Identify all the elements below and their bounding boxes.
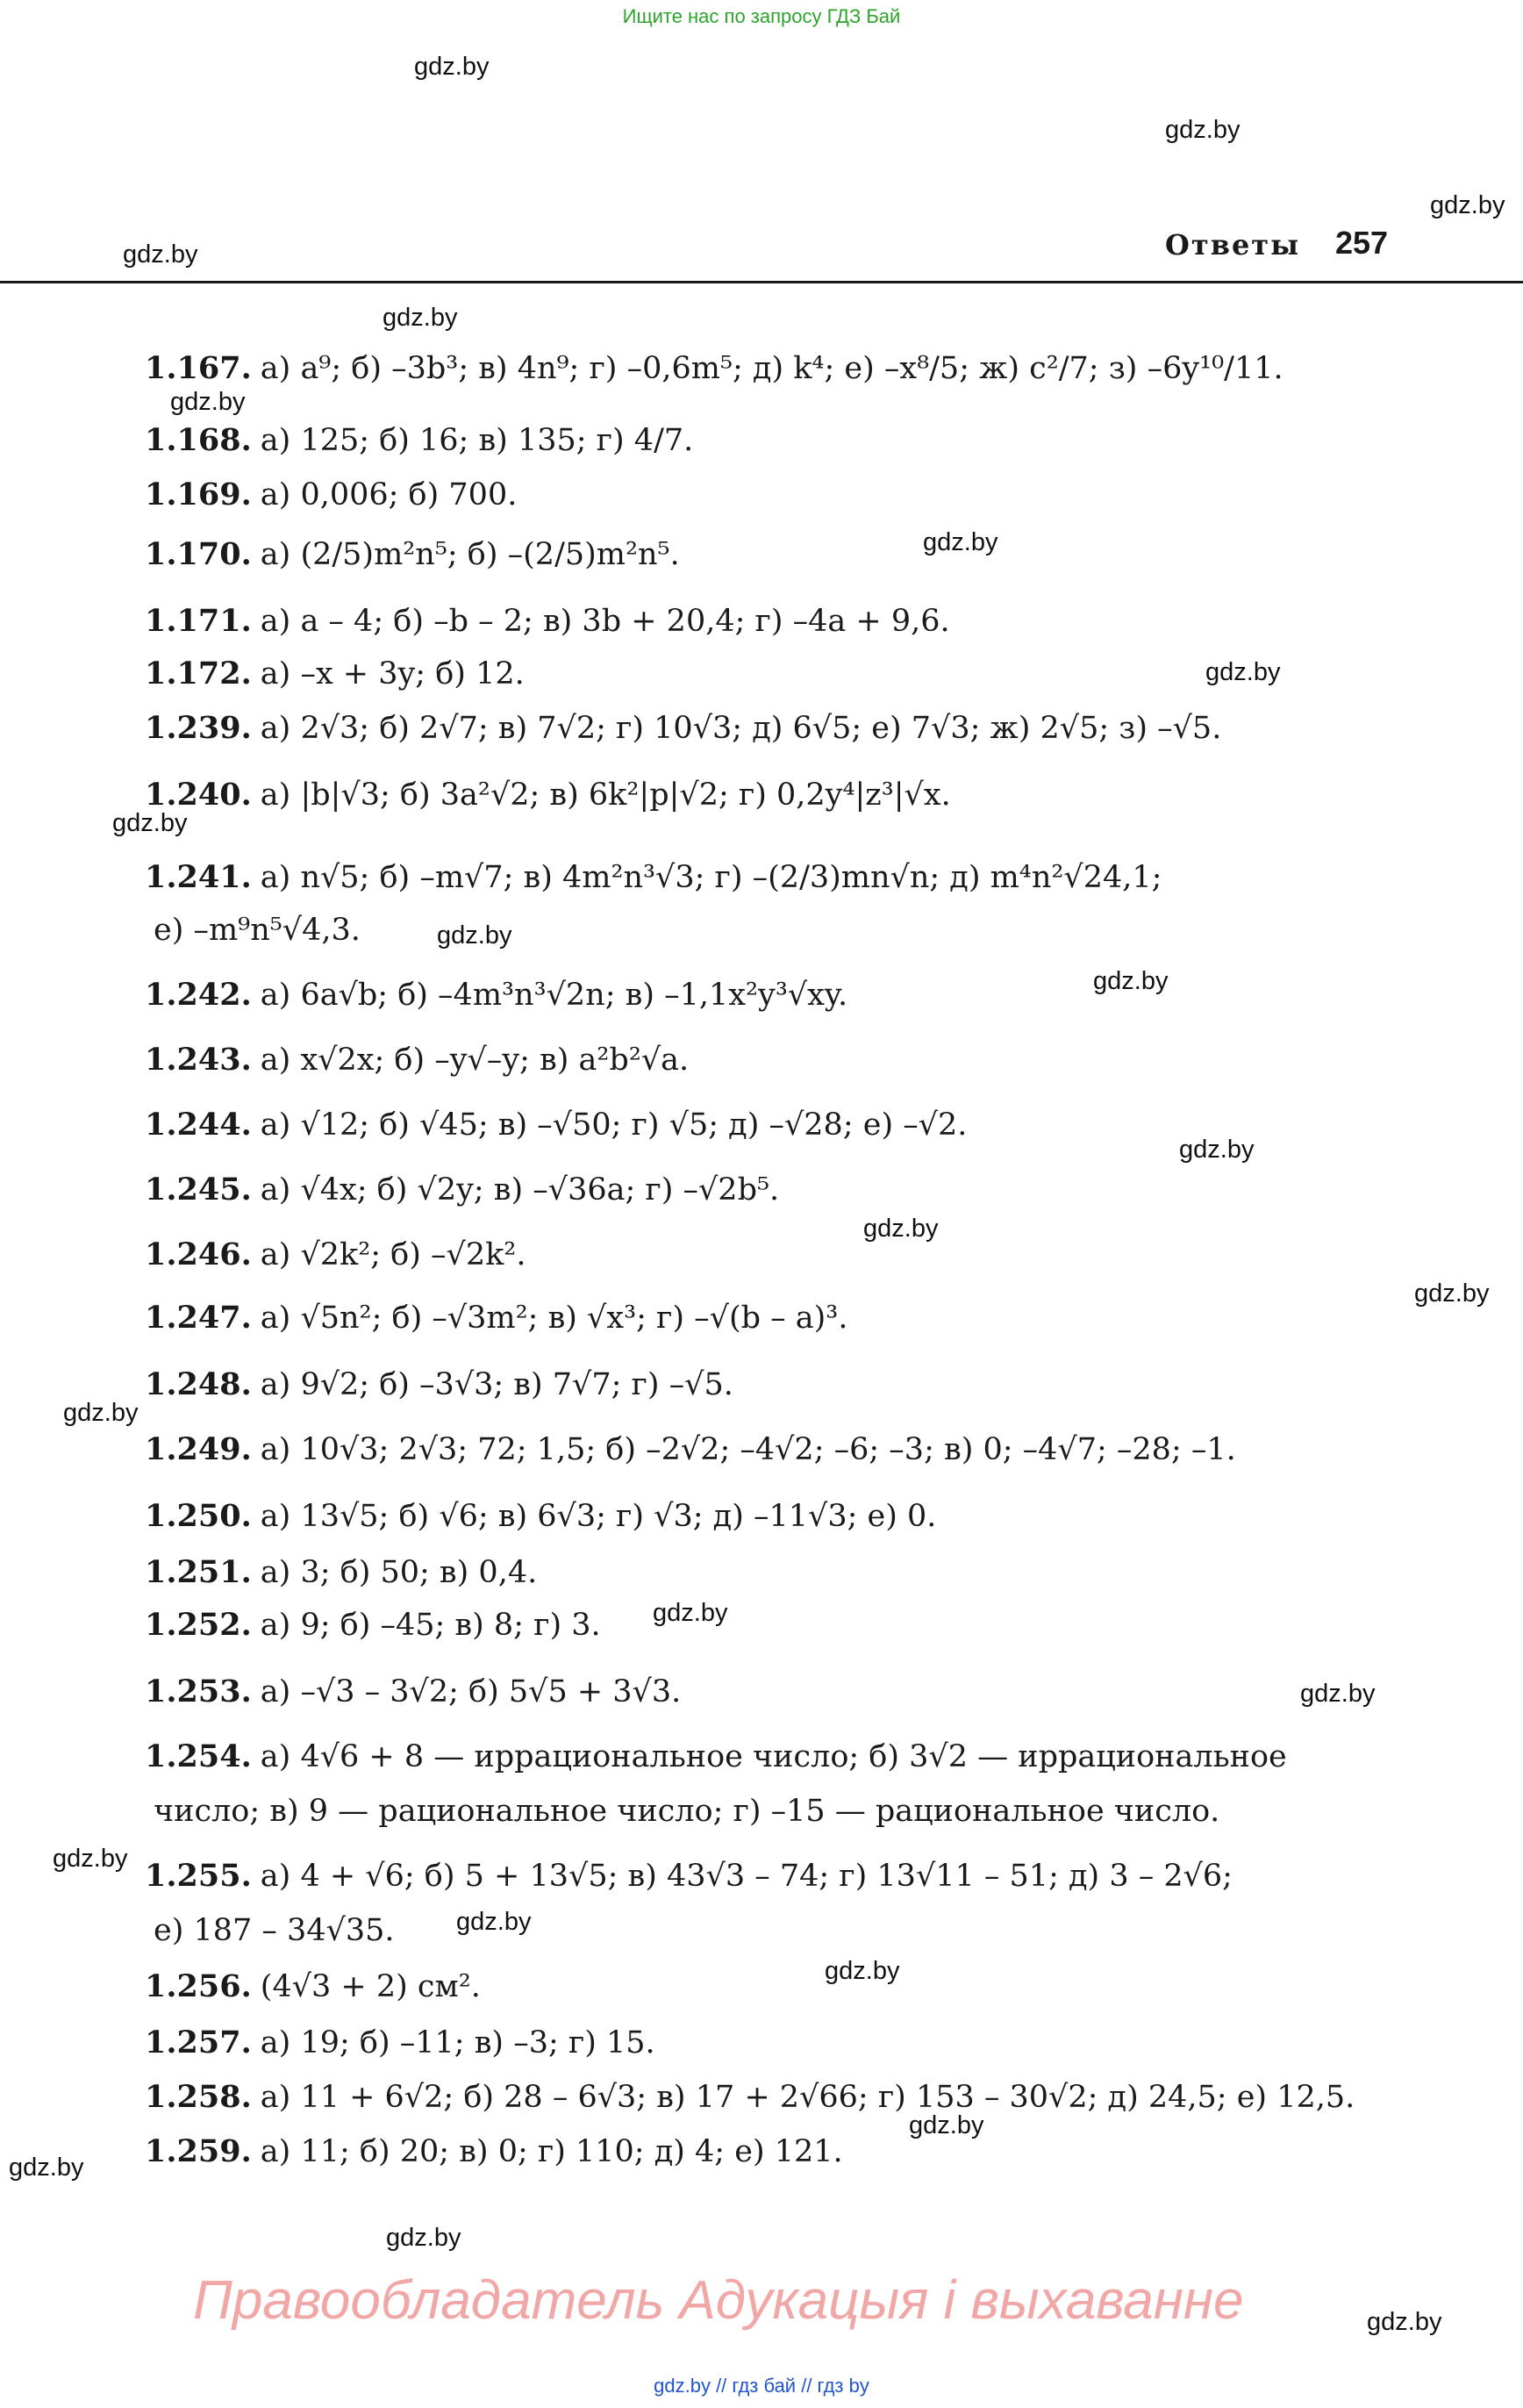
answer-number: 1.241. xyxy=(145,859,252,895)
answer-line xyxy=(145,656,1373,692)
watermark: gdz.by xyxy=(383,304,458,332)
answer-number: 1.172. xyxy=(145,656,252,692)
watermark: gdz.by xyxy=(1430,191,1505,219)
answer-line xyxy=(145,1913,1373,1948)
answer-line xyxy=(145,978,1373,1013)
answer-text: (4√3 + 2) см². xyxy=(260,1969,481,2004)
answer-number: 1.257. xyxy=(145,2025,252,2060)
watermark: gdz.by xyxy=(1093,967,1169,995)
watermark: gdz.by xyxy=(123,240,198,269)
answer-line xyxy=(145,860,1373,895)
watermark: gdz.by xyxy=(825,1957,900,1985)
answer-number: 1.168. xyxy=(145,422,252,458)
answer-text: а) 9; б) –45; в) 8; г) 3. xyxy=(260,1608,601,1643)
answer-number: 1.244. xyxy=(145,1107,252,1143)
answer-line xyxy=(145,1555,1373,1590)
answer-line xyxy=(145,423,1373,458)
answer-text: а) √2k²; б) –√2k². xyxy=(260,1237,526,1272)
answer-number: 1.254. xyxy=(145,1738,252,1774)
watermark: gdz.by xyxy=(863,1215,939,1243)
answer-number: 1.245. xyxy=(145,1172,252,1208)
answer-text: а) √4x; б) √2y; в) –√36a; г) –√2b⁵. xyxy=(260,1172,780,1208)
answer-number: 1.250. xyxy=(145,1498,252,1534)
section-title: Ответы xyxy=(1165,228,1301,262)
answer-text: а) 0,006; б) 700. xyxy=(260,477,518,512)
watermark: gdz.by xyxy=(1300,1680,1376,1708)
answer-text: а) 125; б) 16; в) 135; г) 4/7. xyxy=(260,423,694,458)
answer-line xyxy=(145,1432,1373,1467)
answer-text: а) |b|√3; б) 3a²√2; в) 6k²|p|√2; г) 0,2y⁴|z³|√x. xyxy=(260,778,951,813)
watermark: gdz.by xyxy=(437,921,512,950)
answer-text: число; в) 9 — рациональное число; г) –15 — рациональное число. xyxy=(154,1794,1220,1829)
watermark: gdz.by xyxy=(170,388,246,416)
answer-line xyxy=(145,2025,1373,2060)
watermark: gdz.by xyxy=(1414,1279,1490,1308)
answer-text: а) 10√3; 2√3; 72; 1,5; б) –2√2; –4√2; –6; –3; в) 0; –4√7; –28; –1. xyxy=(260,1432,1236,1467)
answer-line xyxy=(145,1301,1373,1336)
answer-number: 1.239. xyxy=(145,710,252,746)
watermark: gdz.by xyxy=(653,1599,728,1627)
answer-text: а) 4 + √6; б) 5 + 13√5; в) 43√3 – 74; г) 13√11 – 51; д) 3 – 2√6; xyxy=(260,1859,1233,1894)
watermark: gdz.by xyxy=(53,1845,128,1873)
answer-text: а) 2√3; б) 2√7; в) 7√2; г) 10√3; д) 6√5; е) 7√3; ж) 2√5; з) –√5. xyxy=(260,711,1222,746)
answer-line xyxy=(145,1499,1373,1534)
answer-line xyxy=(145,604,1373,639)
answer-number: 1.249. xyxy=(145,1431,252,1467)
answer-number: 1.248. xyxy=(145,1366,252,1402)
answer-line xyxy=(145,2134,1373,2169)
answer-number: 1.258. xyxy=(145,2079,252,2115)
answer-text: а) x√2x; б) –y√–y; в) a²b²√a. xyxy=(260,1043,690,1078)
answer-line xyxy=(145,711,1373,746)
copyright-notice: Правообладатель Адукацыя і выхаванне xyxy=(193,2270,1244,2331)
answer-line xyxy=(145,1859,1373,1894)
answer-line xyxy=(145,1673,1376,1709)
answer-text: а) n√5; б) –m√7; в) 4m²n³√3; г) –(2/3)mn√n; д) m⁴n²√24,1; xyxy=(260,860,1162,895)
page-number: 257 xyxy=(1335,225,1389,261)
answer-number: 1.247. xyxy=(145,1300,252,1336)
answer-text: а) –x + 3y; б) 12. xyxy=(260,656,525,692)
answer-number: 1.255. xyxy=(145,1858,252,1894)
answer-number: 1.167. xyxy=(145,350,252,386)
watermark: gdz.by xyxy=(112,809,188,837)
answer-text: а) √12; б) √45; в) –√50; г) √5; д) –√28; е) –√2. xyxy=(260,1107,968,1143)
answer-number: 1.240. xyxy=(145,777,252,813)
answer-number: 1.171. xyxy=(145,603,252,639)
watermark: gdz.by xyxy=(923,528,998,556)
watermark: gdz.by xyxy=(9,2154,84,2182)
answer-line xyxy=(145,1794,1373,1829)
answer-line xyxy=(145,1237,1373,1272)
answer-text: а) a – 4; б) –b – 2; в) 3b + 20,4; г) –4a + 9,6. xyxy=(260,604,950,639)
answer-line xyxy=(145,351,1373,386)
answer-number: 1.252. xyxy=(145,1607,252,1643)
watermark: gdz.by xyxy=(386,2224,461,2252)
answer-text: а) √5n²; б) –√3m²; в) √x³; г) –√(b – a)³. xyxy=(260,1301,848,1336)
header-rule xyxy=(0,281,1523,283)
answer-text: а) 13√5; б) √6; в) 6√3; г) √3; д) –11√3; е) 0. xyxy=(260,1499,937,1534)
answer-text: а) 3; б) 50; в) 0,4. xyxy=(260,1555,538,1590)
answer-line xyxy=(145,1969,1373,2004)
answer-number: 1.259. xyxy=(145,2133,252,2169)
footer-links[interactable]: gdz.by // гдз бай // гдз by xyxy=(654,2375,869,2397)
answer-number: 1.253. xyxy=(145,1673,252,1709)
answer-text: а) (2/5)m²n⁵; б) –(2/5)m²n⁵. xyxy=(260,537,680,572)
watermark: gdz.by xyxy=(456,1908,532,1936)
watermark: gdz.by xyxy=(414,53,490,81)
watermark: gdz.by xyxy=(909,2111,984,2139)
top-search-banner[interactable]: Ищите нас по запросу ГДЗ Бай xyxy=(622,5,901,27)
answer-number: 1.169. xyxy=(145,477,252,512)
answer-line xyxy=(145,1608,1373,1643)
answer-line xyxy=(145,778,1373,813)
watermark: gdz.by xyxy=(1179,1136,1255,1164)
answer-number: 1.256. xyxy=(145,1968,252,2004)
answer-number: 1.246. xyxy=(145,1236,252,1272)
answer-line xyxy=(145,537,1373,572)
answer-text: а) 19; б) –11; в) –3; г) 15. xyxy=(260,2025,655,2060)
answer-line xyxy=(145,2080,1373,2115)
answer-text: а) 11 + 6√2; б) 28 – 6√3; в) 17 + 2√66; г) 153 – 30√2; д) 24,5; е) 12,5. xyxy=(260,2080,1355,2115)
answer-text: а) 4√6 + 8 — иррациональное число; б) 3√2 — иррациональное xyxy=(260,1739,1287,1774)
watermark: gdz.by xyxy=(63,1399,139,1427)
answer-number: 1.170. xyxy=(145,536,252,572)
answer-line xyxy=(145,1172,1373,1208)
answer-line xyxy=(145,1739,1373,1774)
answer-line xyxy=(145,1107,1373,1143)
answer-text: а) –√3 – 3√2; б) 5√5 + 3√3. xyxy=(260,1674,682,1709)
answer-line xyxy=(145,913,1373,948)
watermark: gdz.by xyxy=(1165,116,1241,144)
answer-text: а) a⁹; б) –3b³; в) 4n⁹; г) –0,6m⁵; д) k⁴; е) –x⁸/5; ж) c²/7; з) –6y¹⁰/11. xyxy=(260,351,1283,386)
answer-line xyxy=(145,477,1373,512)
answer-line xyxy=(145,1367,1373,1402)
answer-number: 1.243. xyxy=(145,1042,252,1078)
answer-text: а) 9√2; б) –3√3; в) 7√7; г) –√5. xyxy=(260,1367,733,1402)
answer-text: е) –m⁹n⁵√4,3. xyxy=(154,913,361,948)
answer-number: 1.251. xyxy=(145,1554,252,1590)
watermark: gdz.by xyxy=(1367,2308,1442,2336)
answer-text: а) 11; б) 20; в) 0; г) 110; д) 4; е) 121. xyxy=(260,2134,843,2169)
answer-line xyxy=(145,1043,1373,1078)
answer-number: 1.242. xyxy=(145,977,252,1013)
answer-text: е) 187 – 34√35. xyxy=(154,1913,395,1948)
watermark: gdz.by xyxy=(1205,658,1281,686)
answer-text: а) 6a√b; б) –4m³n³√2n; в) –1,1x²y³√xy. xyxy=(260,978,848,1013)
